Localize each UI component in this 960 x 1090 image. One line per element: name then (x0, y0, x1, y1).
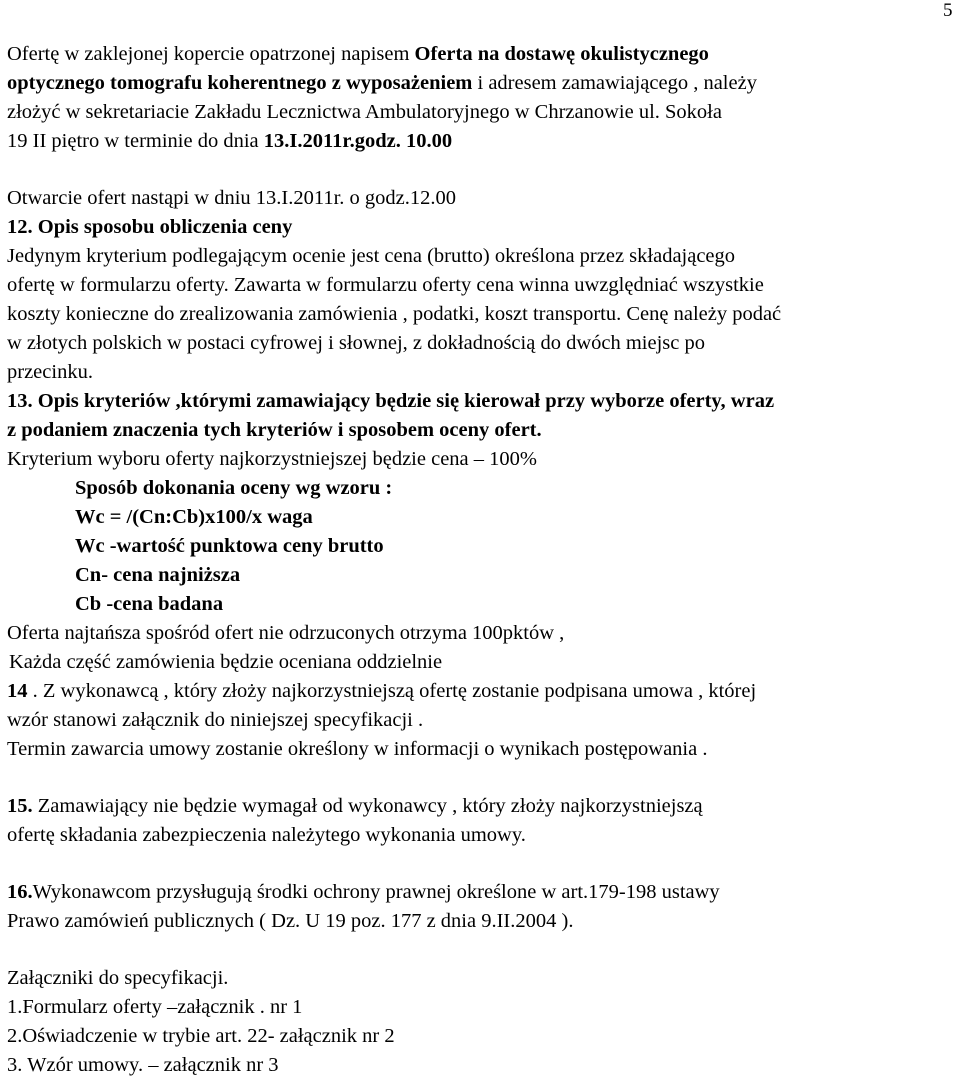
section-13-heading-1: 13. Opis kryteriów ,którymi zamawiający będzie się kierował przy wyborze oferty, wraz (7, 390, 775, 412)
section-14-line-1: 14 . Z wykonawcą , który złoży najkorzystniejszą ofertę zostanie podpisana umowa , której (7, 680, 757, 702)
criterion-line: Kryterium wyboru oferty najkorzystniejszej będzie cena – 100% (7, 448, 537, 470)
section-14-line-3: Termin zawarcia umowy zostanie określony w informacji o wynikach postępowania . (7, 738, 708, 760)
offer-deadline: 13.I.2011r.godz. 10.00 (263, 130, 453, 152)
section-13-heading-2: z podaniem znaczenia tych kryteriów i sposobem oceny ofert. (7, 419, 542, 441)
section-15-number: 15. (7, 795, 33, 817)
section-12-heading: 12. Opis sposobu obliczenia ceny (7, 216, 293, 238)
section-16-line-2: Prawo zamówień publicznych ( Dz. U 19 poz. 177 z dnia 9.II.2004 ). (7, 910, 574, 932)
section-16-number: 16. (7, 881, 33, 903)
attachment-item: 1.Formularz oferty –załącznik . nr 1 (7, 996, 303, 1018)
opening-date: Otwarcie ofert nastąpi w dniu 13.I.2011r. o godz.12.00 (7, 187, 456, 209)
section-12-line-1: Jedynym kryterium podlegającym ocenie jest cena (brutto) określona przez składającego (7, 245, 736, 267)
document-body (7, 40, 957, 1080)
formula: Wc = /(Cn:Cb)x100/x waga (75, 506, 313, 528)
offer-paragraph-line-3: złożyć w sekretariacie Zakładu Lecznictwa Ambulatoryjnego w Chrzanowie ul. Sokoła (7, 101, 722, 123)
section-15-line-1: 15. Zamawiający nie będzie wymagał od wykonawcy , który złoży najkorzystniejszą (7, 795, 703, 817)
offer-title-bold: Oferta na dostawę okulistycznego (414, 43, 709, 65)
section-12-line-3: koszty konieczne do zrealizowania zamówienia , podatki, koszt transportu. Cenę należy podać (7, 303, 782, 325)
offer-paragraph-line-2: optycznego tomografu koherentnego z wyposażeniem i adresem zamawiającego , należy (7, 72, 757, 94)
attachments-title: Załączniki do specyfikacji. (7, 967, 229, 989)
formula-title: Sposób dokonania oceny wg wzoru : (75, 477, 393, 499)
attachment-item: 3. Wzór umowy. – załącznik nr 3 (7, 1054, 279, 1076)
section-15-line-2: ofertę składania zabezpieczenia należytego wykonania umowy. (7, 824, 526, 846)
definition-cb: Cb -cena badana (75, 593, 224, 615)
section-12-line-2: ofertę w formularzu oferty. Zawarta w formularzu oferty cena winna uwzględniać wszystkie (7, 274, 764, 296)
cheapest-offer-line: Oferta najtańsza spośród ofert nie odrzuconych otrzyma 100pktów , (7, 622, 565, 644)
offer-title-bold-cont: optycznego tomografu koherentnego z wyposażeniem (7, 72, 473, 94)
section-12-line-4: w złotych polskich w postaci cyfrowej i słownej, z dokładnością do dwóch miejsc po (7, 332, 705, 354)
definition-wc: Wc -wartość punktowa ceny brutto (75, 535, 384, 557)
attachment-item: 2.Oświadczenie w trybie art. 22- załącznik nr 2 (7, 1025, 395, 1047)
offer-paragraph-line-1: Ofertę w zaklejonej kopercie opatrzonej napisem Oferta na dostawę okulistycznego (7, 43, 709, 65)
section-16-line-1: 16.Wykonawcom przysługują środki ochrony prawnej określone w art.179-198 ustawy (7, 881, 720, 903)
section-12-line-5: przecinku. (7, 361, 93, 383)
section-14-line-2: wzór stanowi załącznik do niniejszej specyfikacji . (7, 709, 424, 731)
offer-paragraph-line-4: 19 II piętro w terminie do dnia 13.I.2011r.godz. 10.00 (7, 130, 453, 152)
section-14-number: 14 (7, 680, 28, 702)
page-number: 5 (943, 0, 953, 21)
definition-cn: Cn- cena najniższa (75, 564, 241, 586)
each-part-line: Każda część zamówienia będzie oceniana oddzielnie (9, 651, 443, 673)
